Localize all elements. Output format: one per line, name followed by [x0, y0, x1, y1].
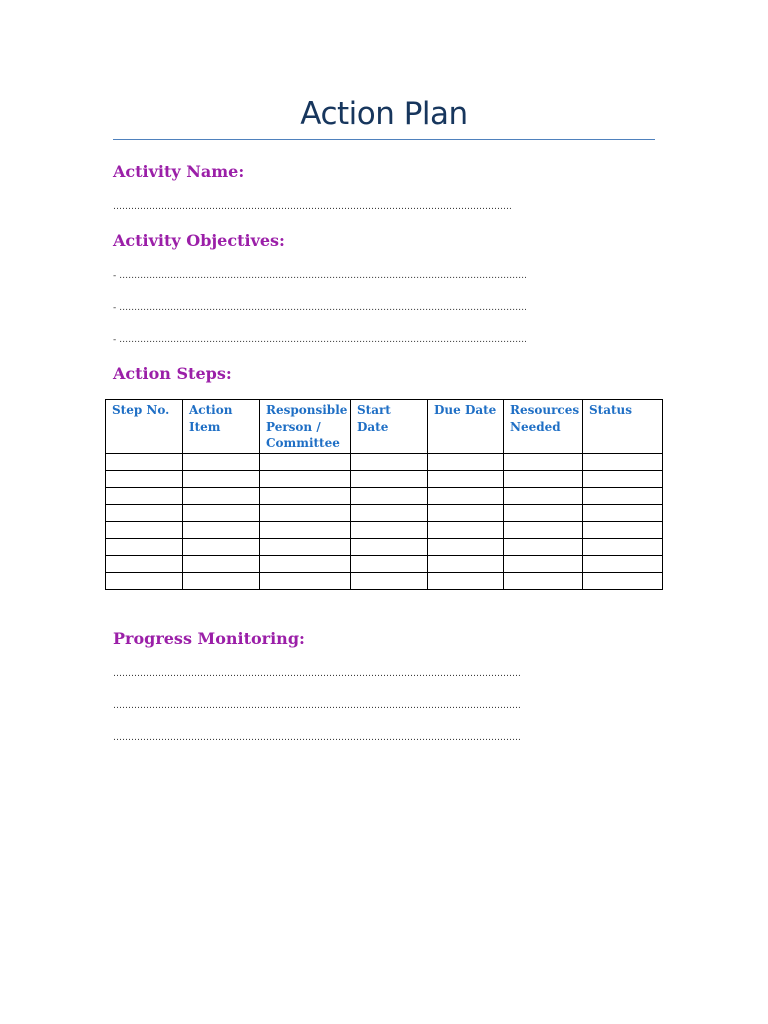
table-cell[interactable] [428, 556, 504, 573]
table-row [106, 556, 663, 573]
table-cell[interactable] [351, 471, 428, 488]
table-cell[interactable] [351, 556, 428, 573]
table-cell[interactable] [351, 539, 428, 556]
table-cell[interactable] [583, 505, 663, 522]
table-cell[interactable] [183, 488, 260, 505]
table-cell[interactable] [106, 556, 183, 573]
table-cell[interactable] [351, 522, 428, 539]
table-cell[interactable] [260, 454, 351, 471]
table-cell[interactable] [428, 539, 504, 556]
column-header-step-no: Step No. [106, 400, 183, 454]
table-cell[interactable] [106, 522, 183, 539]
table-cell[interactable] [428, 471, 504, 488]
table-cell[interactable] [428, 522, 504, 539]
column-header-status: Status [583, 400, 663, 454]
table-cell[interactable] [504, 539, 583, 556]
activity-name-line: ……………………………………………………………………………………………………………………. [113, 202, 512, 212]
table-cell[interactable] [583, 488, 663, 505]
table-cell[interactable] [106, 471, 183, 488]
table-cell[interactable] [183, 539, 260, 556]
table-row [106, 573, 663, 590]
table-cell[interactable] [183, 454, 260, 471]
table-cell[interactable] [504, 573, 583, 590]
table-cell[interactable] [260, 471, 351, 488]
table-cell[interactable] [351, 573, 428, 590]
table-cell[interactable] [260, 556, 351, 573]
table-cell[interactable] [106, 454, 183, 471]
table-cell[interactable] [106, 539, 183, 556]
table-cell[interactable] [504, 471, 583, 488]
column-header-action-item: Action Item [183, 400, 260, 454]
table-cell[interactable] [428, 488, 504, 505]
table-cell[interactable] [183, 573, 260, 590]
activity-objectives-heading: Activity Objectives: [113, 231, 285, 250]
table-cell[interactable] [260, 573, 351, 590]
table-cell[interactable] [183, 505, 260, 522]
table-cell[interactable] [504, 556, 583, 573]
table-row [106, 522, 663, 539]
table-cell[interactable] [583, 556, 663, 573]
progress-monitoring-heading: Progress Monitoring: [113, 629, 305, 648]
page-title: Action Plan [300, 96, 468, 132]
table-cell[interactable] [504, 488, 583, 505]
title-divider [113, 139, 655, 140]
table-cell[interactable] [583, 471, 663, 488]
table-cell[interactable] [183, 471, 260, 488]
column-header-responsible: Responsible Person / Committee [260, 400, 351, 454]
table-cell[interactable] [583, 454, 663, 471]
activity-name-heading: Activity Name: [113, 162, 245, 181]
table-cell[interactable] [351, 488, 428, 505]
table-cell[interactable] [183, 522, 260, 539]
column-header-resources: Resources Needed [504, 400, 583, 454]
table-cell[interactable] [428, 573, 504, 590]
table-cell[interactable] [428, 505, 504, 522]
table-cell[interactable] [583, 522, 663, 539]
table-row [106, 454, 663, 471]
progress-line-1: ………………………………………………………………………………………………………………………. [113, 669, 521, 679]
table-row [106, 539, 663, 556]
table-cell[interactable] [260, 505, 351, 522]
progress-line-3: ………………………………………………………………………………………………………………………. [113, 733, 521, 743]
table-row [106, 471, 663, 488]
table-row [106, 488, 663, 505]
action-steps-heading: Action Steps: [113, 364, 232, 383]
action-steps-table-body [106, 454, 663, 590]
table-cell[interactable] [106, 488, 183, 505]
progress-line-2: ………………………………………………………………………………………………………………………. [113, 701, 521, 711]
table-cell[interactable] [583, 573, 663, 590]
action-steps-table [105, 399, 663, 590]
table-cell[interactable] [260, 522, 351, 539]
objective-line-2: - ………………………………………………………………………………………………………………………. [113, 303, 527, 313]
table-cell[interactable] [106, 573, 183, 590]
objective-line-3: - ………………………………………………………………………………………………………………………. [113, 335, 527, 345]
table-cell[interactable] [183, 556, 260, 573]
table-cell[interactable] [351, 454, 428, 471]
table-cell[interactable] [583, 539, 663, 556]
table-row [106, 505, 663, 522]
table-cell[interactable] [351, 505, 428, 522]
table-header-row [106, 400, 663, 454]
table-cell[interactable] [504, 454, 583, 471]
table-cell[interactable] [260, 488, 351, 505]
column-header-start-date: Start Date [351, 400, 428, 454]
table-cell[interactable] [260, 539, 351, 556]
table-cell[interactable] [106, 505, 183, 522]
table-cell[interactable] [428, 454, 504, 471]
table-cell[interactable] [504, 505, 583, 522]
objective-line-1: - ………………………………………………………………………………………………………………………. [113, 271, 527, 281]
column-header-due-date: Due Date [428, 400, 504, 454]
table-cell[interactable] [504, 522, 583, 539]
